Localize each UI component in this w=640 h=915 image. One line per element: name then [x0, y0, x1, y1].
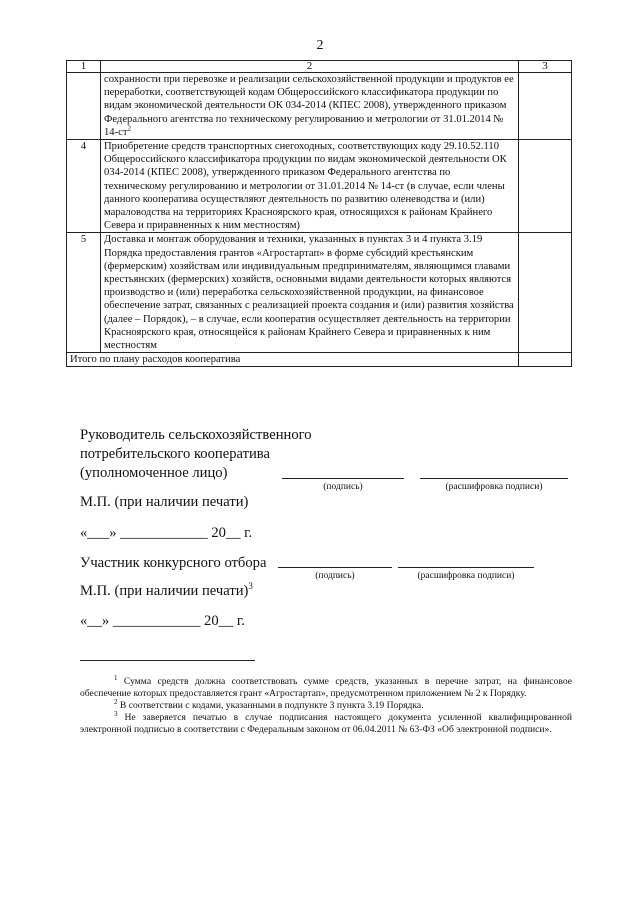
footnote-mark: 1 [114, 673, 118, 682]
column-header: 1 [67, 61, 101, 73]
participant-label: Участник конкурсного отбора [80, 555, 267, 571]
signature-caption: (подпись) [323, 482, 363, 492]
table-row [67, 140, 572, 233]
row-amount [519, 73, 572, 140]
head-decoding-line [420, 478, 568, 479]
footnote-separator [80, 660, 255, 661]
footnote-text: В соответствии с кодами, указанными в подпункте 3 пункта 3.19 Порядка. [119, 700, 424, 711]
participant-decoding-line [398, 567, 534, 568]
row-description: Доставка и монтаж оборудования и техники, указанных в пунктах 3 и 4 пункта 3.19 Порядка предоставления грантов «Агростартап» в форме субсидий крестьянским (фермерским) хозяйствам или индивидуальным предпринимателям, являющимся главами крестьянских (фермерских) хозяйств, основными видами деятельности которых являются производство и (или) переработка сельскохозяйственной продукции, на финансовое обеспечение затрат, связанных с реализацией проекта создания и (или) развития хозяйства (далее – Порядок), – в случае, если кооператив осуществляет деятельность на территории Красноярского края, относящейся к районам Крайнего Севера и приравненных к ним местностям [101, 233, 519, 353]
row-description [101, 73, 519, 140]
total-label: Итого по плану расходов кооператива [67, 353, 519, 367]
footnote-mark: 3 [114, 709, 118, 718]
stamp-note-text: М.П. (при наличии печати) [80, 583, 249, 599]
column-header: 2 [101, 61, 519, 73]
total-row [67, 353, 572, 367]
stamp-note [80, 582, 253, 600]
signature-caption: (подпись) [315, 571, 355, 581]
page-number: 2 [316, 38, 324, 53]
head-title-line2: потребительского кооператива [80, 446, 270, 462]
participant-signature-line [278, 567, 392, 568]
footnote-mark: 3 [248, 581, 253, 592]
head-title-line3: (уполномоченное лицо) [80, 465, 228, 481]
footnote-1 [80, 673, 572, 699]
table-row [67, 233, 572, 353]
row-amount [519, 140, 572, 233]
row-description-text: сохранности при перевозке и реализации сельскохозяйственной продукции и продуктов ее переработки, соответствующей кодам Общероссийского классификатора продукции по видам экономической деятельности ОК 034-2014 (КПЕС 2008), утвержденного приказом Федерального агентства по техническому регулированию и метрологии от 31.01.2014 № 14-ст [104, 74, 514, 138]
total-amount [519, 353, 572, 367]
footnote-text: Не заверяется печатью в случае подписания настоящего документа усиленной квалифицированной электронной подписью в соответствии с Федеральным законом от 06.04.2011 № 63-ФЗ «Об электронной подписи». [80, 712, 572, 735]
footnote-2 [80, 697, 572, 712]
footnote-mark: 2 [114, 697, 118, 706]
head-signature-line [282, 478, 404, 479]
footnote-mark: 2 [127, 124, 131, 133]
expense-plan-table [66, 60, 572, 367]
table-row [67, 73, 572, 140]
date-line: «__» ____________ 20__ г. [80, 613, 245, 629]
decoding-caption: (расшифровка подписи) [445, 482, 543, 492]
head-title-line1: Руководитель сельскохозяйственного [80, 427, 312, 443]
table-header-row [67, 61, 572, 73]
row-number [67, 73, 101, 140]
row-description: Приобретение средств транспортных снегоходных, соответствующих коду 29.10.52.110 Общероссийского классификатора продукции по видам экономической деятельности ОК 034-2014 (КПЕС 2008), утвержденного приказом Федерального агентства по техническому регулированию и метрологии от 31.01.2014 № 14-ст (в случае, если члены данного кооператива осуществляют деятельность по развитию оленеводства и (или) мараловодства на территориях Красноярского края, относящихся к районам Крайнего Севера и приравненных к ним местностям) [101, 140, 519, 233]
date-line: «___» ____________ 20__ г. [80, 525, 253, 541]
row-number: 4 [67, 140, 101, 233]
stamp-note: М.П. (при наличии печати) [80, 494, 249, 510]
row-amount [519, 233, 572, 353]
column-header: 3 [519, 61, 572, 73]
footnote-text: Сумма средств должна соответствовать сумме средств, указанных в перечне затрат, на финансовое обеспечение которых предоставляется грант «Агростартап», предусмотренном приложением № 2 к Порядку. [80, 676, 572, 699]
row-number: 5 [67, 233, 101, 353]
decoding-caption: (расшифровка подписи) [417, 571, 515, 581]
footnote-3 [80, 709, 572, 735]
